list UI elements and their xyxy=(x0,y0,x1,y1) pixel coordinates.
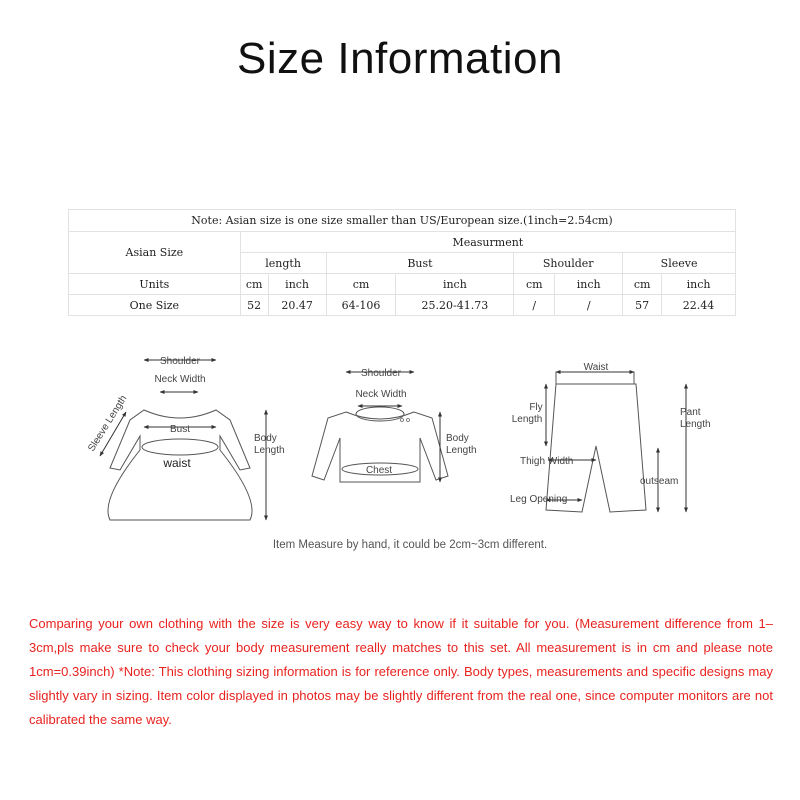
shirt-button xyxy=(401,419,404,422)
dress-neck-label: Neck Width xyxy=(154,374,206,385)
shirt-length-label: Length xyxy=(446,445,477,456)
pants-fly-label: Fly xyxy=(529,402,543,413)
table-row xyxy=(69,274,736,295)
pants-outseam-label: outseam xyxy=(640,476,679,487)
measurement-diagrams xyxy=(80,340,730,540)
table-note: Note: Asian size is one size smaller than US/European size.(1inch=2.54cm) xyxy=(69,210,736,232)
table-cell: / xyxy=(514,295,555,316)
column-header: Bust xyxy=(326,253,514,274)
table-row xyxy=(69,210,736,232)
page-title: Size Information xyxy=(237,34,563,83)
dress-bust-label: Bust xyxy=(169,424,191,435)
shirt-body-label: Body xyxy=(446,433,469,444)
pants-waist-label: Waist xyxy=(583,362,609,373)
unit-cell: inch xyxy=(396,274,514,295)
unit-cell: inch xyxy=(268,274,326,295)
shirt-diagram xyxy=(312,368,477,482)
dress-waist-seam xyxy=(142,439,218,455)
size-table xyxy=(68,209,736,316)
pants-opening-label: Leg Opening xyxy=(510,494,568,505)
unit-cell: cm xyxy=(623,274,662,295)
pants-outline xyxy=(546,384,646,512)
shirt-chest-label: Chest xyxy=(365,465,393,476)
dress-sleeve-label: Sleeve Length xyxy=(86,393,130,454)
column-header: length xyxy=(240,253,326,274)
table-row xyxy=(69,232,736,253)
unit-cell: inch xyxy=(662,274,736,295)
table-cell: 25.20-41.73 xyxy=(396,295,514,316)
table-cell: 64-106 xyxy=(326,295,396,316)
pants-diagram xyxy=(510,362,711,512)
unit-cell: cm xyxy=(240,274,268,295)
table-cell: 57 xyxy=(623,295,662,316)
pants-pant-length-label: Length xyxy=(680,419,711,430)
column-header: Sleeve xyxy=(623,253,736,274)
table-cell: 52 xyxy=(240,295,268,316)
dress-waist-label: waist xyxy=(163,456,191,470)
pants-pant-label: Pant xyxy=(680,407,701,418)
shirt-neck-label: Neck Width xyxy=(355,389,407,400)
pants-fly-length-label: Length xyxy=(511,414,543,425)
column-header: Shoulder xyxy=(514,253,623,274)
asian-size-header: Asian Size xyxy=(69,232,241,274)
shirt-button xyxy=(407,419,410,422)
dress-shoulder-label: Shoulder xyxy=(159,356,201,367)
unit-cell: cm xyxy=(326,274,396,295)
table-cell: 20.47 xyxy=(268,295,326,316)
measure-caption: Item Measure by hand, it could be 2cm~3cm different. xyxy=(272,539,548,551)
table-cell: 22.44 xyxy=(662,295,736,316)
unit-cell: cm xyxy=(514,274,555,295)
dress-diagram xyxy=(86,356,284,520)
unit-cell: inch xyxy=(555,274,623,295)
pants-thigh-label: Thigh Width xyxy=(520,456,574,467)
units-label: Units xyxy=(69,274,241,295)
dress-body-label: Body xyxy=(254,433,277,444)
table-row xyxy=(69,295,736,316)
dress-length-label: Length xyxy=(254,445,285,456)
pants-waistband xyxy=(556,372,634,384)
table-cell: / xyxy=(555,295,623,316)
sizing-disclaimer: Comparing your own clothing with the size is very easy way to know if it suitable for you. (Measurement difference from 1– 3cm,pls make sure to check your body measurement really matches to this set. All measurement is in cm and please note 1cm=0.39inch) *Note: This clothing sizing information is for reference only. Body types, measurements and specific designs may slightly vary in sizing. Item color displayed in photos may be slightly different from the real one, since computer monitors are not calibrated the same way. xyxy=(29,616,773,727)
measurement-header: Measurment xyxy=(240,232,735,253)
size-label: One Size xyxy=(69,295,241,316)
shirt-shoulder-label: Shoulder xyxy=(360,368,402,379)
